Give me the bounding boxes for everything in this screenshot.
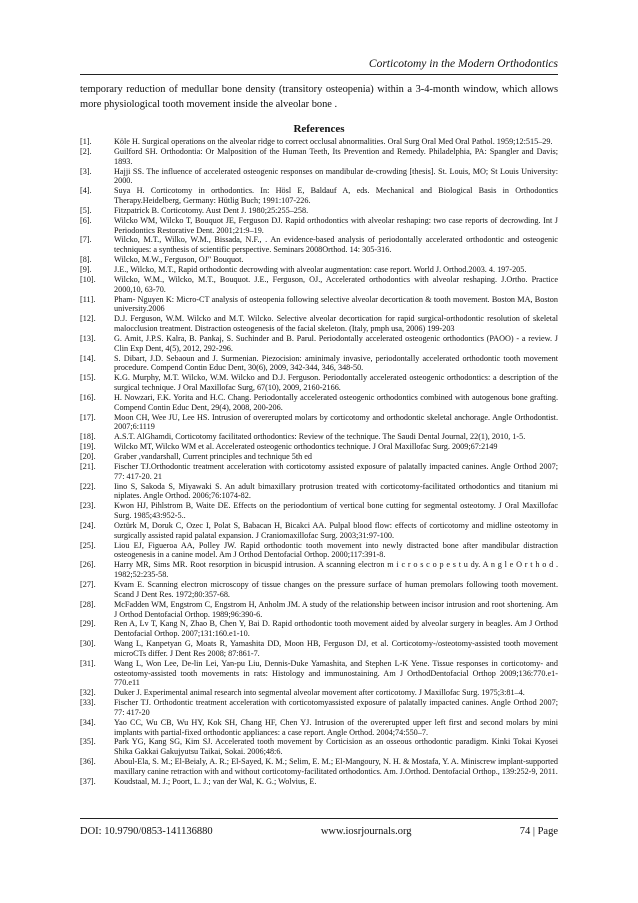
reference-text: Fischer TJ.Orthodontic treatment acceleration with corticotomy assisted exposure of palatally impacted canines. Angle Orthod 2007; 77: 417-20. 21 [114,461,558,481]
reference-item [80,432,558,442]
reference-number: [20]. [80,452,96,461]
reference-text: Oztürk M, Doruk C, Ozec I, Polat S, Babacan H, Bicakci AA. Pulpal blood flow: effects of corticotomy and midline osteotomy in surgically assisted rapid palatal expansion. J Craniomaxillofac Surg. 2003;31:97-100. [114,520,558,540]
reference-item [80,442,558,452]
reference-item [80,777,558,787]
reference-number: [15]. [80,373,96,383]
reference-text: Pham- Nguyen K: Micro-CT analysis of osteopenia following selective alveolar decortication & tooth movement. Boston MA, Boston university.2006 [114,294,558,314]
reference-item [80,698,558,718]
reference-number: [25]. [80,540,96,550]
reference-number: [26]. [80,560,96,570]
reference-number: [13]. [80,333,96,343]
footer-website: www.iosrjournals.org [320,826,412,837]
reference-number: [9]. [80,264,92,274]
reference-item [80,235,558,255]
footer-page-number: 74 | Page [519,826,558,837]
reference-text: Wilcko MT, Wilcko WM et al. Accelerated osteogenic orthodontics technique. J Oral Maxillofac Surg. 2009;67:2149 [114,442,498,452]
reference-text: Guilford SH. Orthodontia: Or Malposition of the Human Teeth, Its Prevention and Remedy. Philadelphia, PA: Spangler and Davis; 1893. [114,146,558,166]
intro-paragraph: temporary reduction of medullar bone density (transitory osteopenia) within a 3-4-month window, which allows more physiological tooth movement inside the alveolar bone . [80,84,558,110]
reference-item [80,501,558,521]
reference-number: [12]. [80,314,96,324]
references-list [80,137,558,787]
reference-number: [14]. [80,353,96,363]
reference-text: Fitzpatrick B. Corticotomy. Aust Dent J. 1980;25:255–258. [114,205,309,215]
reference-item [80,295,558,315]
footer-divider [80,818,558,819]
reference-item [80,137,558,147]
reference-number: [2]. [80,146,92,156]
reference-number: [24]. [80,520,96,530]
reference-text: Harry MR, Sims MR. Root resorption in bicuspid intrusion. A scanning electron m i c r o s c o p e s t u dy. A n g l e O r t h o d . 1982;52:235-58. [114,560,558,580]
reference-text: S. Dibart, J.D. Sebaoun and J. Surmenian. Piezocision: aminimaly invasive, periodontally accelerated orthodontic tooth movement procedure. Compend Contin Educ Dent, 30(6), 2009, 342-344, 346, 348-50. [114,353,558,373]
reference-item [80,334,558,354]
references-heading: References [293,123,345,135]
reference-text: K.G. Murphy, M.T. Wilcko, W.M. Wilcko and D.J. Ferguson. Periodontally accelerated osteogenic orthodontics: a description of the surgical technique. J Oral Maxillofac Surg, 67(10), 2009, 2160-2166. [114,373,558,393]
reference-text: Suya H. Corticotomy in orthodontics. In: Hösl E, Baldauf A, eds. Mechanical and Biological Basis in Orthodontics Therapy.Heidelberg, Germany: Hütlig Buch; 1991:107-226. [114,186,558,206]
reference-item [80,206,558,216]
reference-item [80,757,558,777]
reference-number: [6]. [80,215,92,225]
reference-item [80,482,558,502]
reference-number: [19]. [80,442,96,452]
reference-number: [28]. [80,599,96,609]
reference-item [80,639,558,659]
reference-number: [8]. [80,255,92,265]
reference-item [80,600,558,620]
reference-item [80,354,558,374]
reference-number: [16]. [80,392,96,402]
reference-number: [22]. [80,481,96,491]
reference-item [80,393,558,413]
reference-item [80,688,558,698]
reference-text: Kwon HJ, Pihlstrom B, Waite DE. Effects on the periodontium of vertical bone cutting for segmental osteotomy. J Oral Maxillofac Surg. 1985;43:952-5.. [114,501,558,521]
reference-item [80,718,558,738]
reference-number: [35]. [80,737,96,747]
reference-item [80,373,558,393]
reference-text: Kvam E. Scanning electron microscopy of tissue changes on the pressure surface of human premolars following tooth movement. Scand J Dent Res. 1972;80:357-68. [114,579,558,599]
reference-text: Yao CC, Wu CB, Wu HY, Kok SH, Chang HF, Chen YJ. Intrusion of the overerupted upper left first and second molars by mini implants with partial-fixed orthodontic appliances: a case report. Angle Orthod. 2004;74:550–7. [114,717,558,737]
reference-number: [4]. [80,186,92,196]
reference-item [80,216,558,236]
reference-text: Wilcko WM, Wilcko T, Bouquot JE, Ferguson DJ. Rapid orthodontics with alveolar reshaping: two case reports of decrowding. Int J Periodontics Restorative Dent. 2001;21:9–19. [114,215,558,235]
reference-text: Park YG, Kang SG, Kim SJ. Accelerated tooth movement by Corticision as an osseous orthodontic paradigm. Kinki Tokai Kyosei Shika Gakkai Gakujyutsu Taikai, Sokai. 2006;48:6. [114,737,558,757]
reference-text: H. Nowzari, F.K. Yorita and H.C. Chang. Periodontally accelerated osteogenic orthodontics combined with autogenous bone grafting. Compend Contin Educ Dent, 29(4), 2008, 200-206. [114,392,558,412]
reference-text: Ren A, Lv T, Kang N, Zhao B, Chen Y, Bai D. Rapid orthodontic tooth movement aided by alveolar surgery in beagles. Am J Orthod Dentofacial Orthop. 2007;131:160.e1-10. [114,619,558,639]
running-title: Corticotomy in the Modern Orthodontics [368,58,558,70]
reference-item [80,147,558,167]
reference-item [80,167,558,187]
reference-item [80,521,558,541]
reference-text: Moon CH, Wee JU, Lee HS. Intrusion of overerupted molars by corticotomy and orthodontic skeletal anchorage. Angle Orthodontist. 2007;6:1119 [114,412,558,432]
reference-number: [31]. [80,658,96,668]
reference-item [80,619,558,639]
reference-text: Wilcko, M.W., Ferguson, OJ" Bouquot. [114,255,244,265]
reference-number: [32]. [80,688,96,698]
reference-number: [18]. [80,432,96,442]
reference-item [80,462,558,482]
reference-number: [34]. [80,717,96,727]
reference-item [80,314,558,334]
reference-number: [36]. [80,757,96,767]
reference-number: [1]. [80,137,92,146]
reference-text: Graber ,vandarshall, Current principles and technique 5th ed [114,452,313,461]
reference-item [80,452,558,462]
reference-number: [23]. [80,501,96,511]
reference-number: [21]. [80,461,96,471]
reference-number: [11]. [80,294,96,304]
reference-text: Koudstaal, M. J.; Poort, L. J.; van der Wal, K. G.; Wolvius, E. [114,776,317,786]
reference-number: [29]. [80,619,96,629]
reference-text: Iino S, Sakoda S, Miyawaki S. An adult bimaxillary protrusion treated with corticotomy-facilitated orthodontics and titanium mi niplates. Angle Orthod. 2006;76:1074-82. [114,481,558,501]
reference-number: [7]. [80,235,92,245]
reference-number: [37]. [80,776,96,786]
reference-item [80,560,558,580]
reference-item [80,659,558,689]
reference-item [80,541,558,561]
reference-item [80,580,558,600]
page-footer [80,826,558,837]
reference-text: Hajji SS. The influence of accelerated osteogenic responses on mandibular de-crowding [thesis]. St. Louis, MO; St Louis University: 2000. [114,166,558,186]
reference-text: Wilcko, W.M., Wilcko, M.T., Bouquot. J.E., Ferguson, OJ., Accelerated orthodontics with alveolar reshaping. J.Ortho. Practice 2000,10, 63-70. [114,274,558,294]
reference-text: Wang L, Kanpetyan G, Moats R, Yamashita DD, Moon HB, Ferguson DJ, et al. Corticotomy-/osteotomy-assisted tooth movement microCTs differ. J Dent Res 2008; 87:861-7. [114,639,558,658]
reference-text: McFadden WM, Engstrom C, Engstrom H, Anholm JM. A study of the relationship between incisor intrusion and root shortening. Am J Orthod Dentofacial Orthop. 1989;96:390-6. [114,599,558,619]
reference-text: G. Amit, J.P.S. Kalra, B. Pankaj, S. Suchinder and B. Parul. Periodontally accelerated osteogenic orthodontics (PAOO) - a review. J Clin Exp Dent, 4(5), 2012, 292-296. [114,333,558,353]
reference-item [80,737,558,757]
reference-text: Duker J. Experimental animal research into segmental alveolar movement after corticotomy. J Maxillofac Surg. 1975;3:81–4. [114,688,525,698]
reference-text: Aboul-Ela, S. M.; El-Beialy, A. R.; El-Sayed, K. M.; Selim, E. M.; El-Mangoury, N. H. & Mostafa, Y. A. Miniscrew implant-supported maxillary canine retraction with and without corticotomy-facilitated orthodontics. Am. J.Orthod. Dentofacial Orthop., 139:252-9, 2011. [114,757,558,776]
reference-text: Liou EJ, Figueroa AA, Polley JW. Rapid orthodontic tooth movement into newly distracted bone after mandibular distraction osteogenesis in a canine model. Am J Orthod Dentofacial Orthop. 2000;117:391-8. [114,540,558,560]
reference-text: Fischer TJ. Orthodontic treatment acceleration with corticotomyassisted exposure of palatally impacted canines. Angle Orthod 2007; 77: 417-20 [114,698,558,717]
reference-text: D.J. Ferguson, W.M. Wilcko and M.T. Wilcko. Selective alveolar decortication for rapid surgical-orthodontic resolution of skeletal malocclusion treatment. Distraction osteogenesis of the facial skeleton. (Italy, pmph usa, 2006) 199-203 [114,314,558,334]
reference-number: [17]. [80,412,96,422]
reference-number: [27]. [80,579,96,589]
reference-item [80,255,558,265]
reference-item [80,413,558,433]
reference-number: [3]. [80,166,92,176]
reference-item [80,265,558,275]
header-divider [80,74,558,75]
reference-text: Köle H. Surgical operations on the alveolar ridge to correct occlusal abnormalities. Oral Surg Oral Med Oral Pathol. 1959;12:515–29. [114,137,553,146]
reference-text: A.S.T. AlGhamdi, Corticotomy facilitated orthodontics: Review of the technique. The Saudi Dental Journal, 22(1), 2010, 1-5. [114,432,526,442]
reference-item [80,186,558,206]
reference-text: Wang L, Won Lee, De-lin Lei, Yan-pu Liu, Dennis-Duke Yamashita, and Stephen L-K Yene. Tissue responses in corticotomy- and osteotomy-assisted tooth movements in rats: Histology and immunostaining. Am J OrthodDentofacial Orthop 2009;136:770.e1-770.e11 [114,658,558,688]
reference-number: [5]. [80,205,92,215]
reference-item [80,275,558,295]
reference-text: Wilcko, M.T., Wilko, W.M., Bissada, N.F., . An evidence-based analysis of periodontally accelerated orthodontic and osteogenic techniques: a synthesis of scientific perspective. Seminars 2008Orthod. 14: 305-316. [114,235,558,255]
reference-number: [10]. [80,274,96,284]
reference-text: J.E., Wilcko, M.T., Rapid orthodontic decrowding with alveolar augmentation: case report. World J. Orthod.2003. 4. 197-205. [114,264,527,274]
footer-doi: DOI: 10.9790/0853-141136880 [80,826,213,837]
reference-number: [30]. [80,639,96,649]
reference-number: [33]. [80,698,96,708]
